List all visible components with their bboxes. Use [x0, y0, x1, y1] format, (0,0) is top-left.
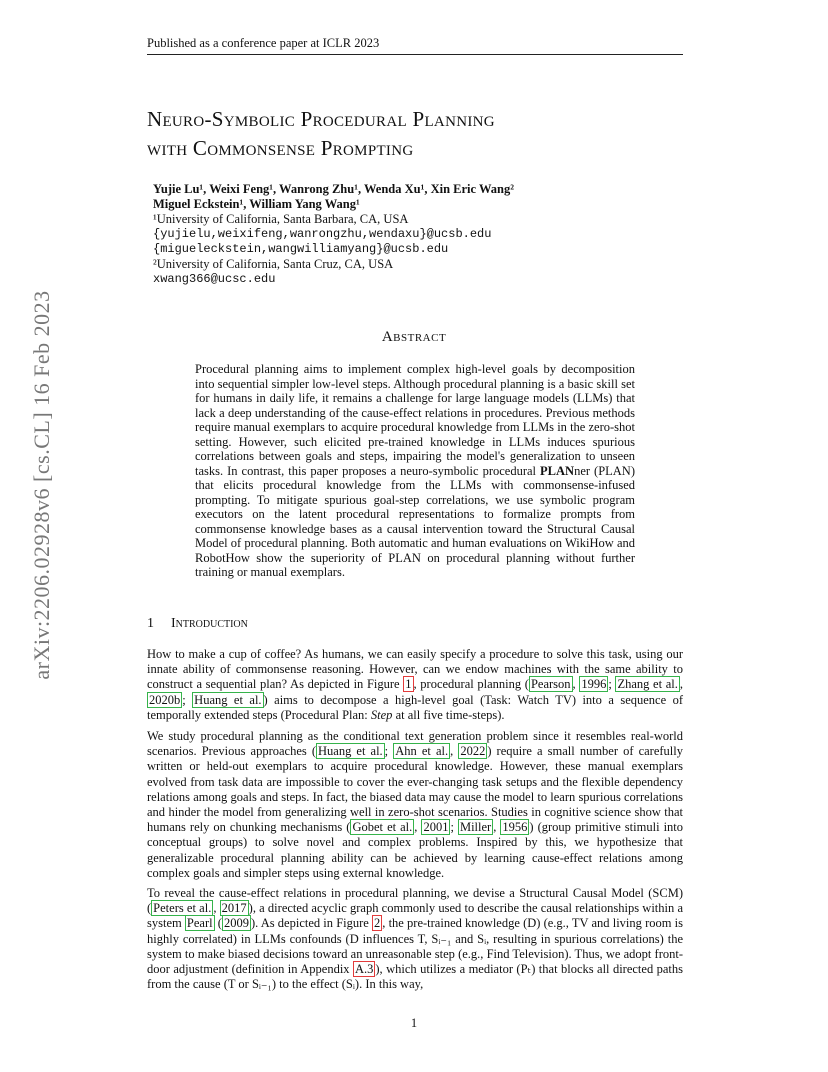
abstract-text-1: Procedural planning aims to implement complex high-level goals by decomposition into sequential simpler low-level steps. Although procedural planning is a basic skill set for humans in daily life, it remains a challenge for large language models (LLMs) that lack a deep understanding of the cause-effect relations in procedures. Previous methods require manual exemplars to acquire procedural knowledge from LLMs in the zero-shot setting. However, such elicited pre-trained knowledge in LLMs induces spurious correlations between goals and steps, impairing the model's generalization to unseen tasks. In contrast, this paper proposes a neuro-symbolic procedural: [195, 362, 635, 478]
affiliation-2: ²University of California, Santa Cruz, CA, USA: [153, 257, 394, 271]
citation-link[interactable]: 2022: [460, 744, 486, 759]
p1-italic-step: Step: [370, 707, 393, 722]
citation-link[interactable]: 2020b: [149, 692, 181, 707]
paragraph-1: How to make a cup of coffee? As humans, we can easily specify a procedure to solve this task, using our innate ability of commonsense reasoning. However, can we endow machines with the same ability to construct a sequential plan? As depicted in Figure 1 , procedural planning ( Pearson , 1996 ; Zhang et al. , 2020b ; Huang et al. ) aims to decompose a high-level goal (Task: Watch TV) into a sequence of temporally extended steps (Procedural Plan: Step at all five time-steps).: [147, 647, 684, 722]
citation-link[interactable]: Pearl: [186, 916, 213, 931]
paragraph-2: We study procedural planning as the conditional text generation problem since it resembles real-world scenarios. Previous approaches ( Huang et al. ; Ahn et al. , 2022 ) require a small number of carefully written or held-out exemplars to acquire procedural knowledge. However, these manual exemplars evolved from task data are impossible to cover the ever-changing task setups and the flexible dependency relations among goals and steps. In fact, the biased data may cause the model to learn spurious correlations and hinder the model from generalizing well in zero-shot scenarios. Studies in cognitive science show that humans rely on chunking mechanisms ( Gobet et al. , 2001 ; Miller , 1956 ) (group primitive stimuli into conceptual groups) to solve novel and complex problems. Inspired by this, we hypothesize that generalizable procedural planning ability can be achieved by learning cause-effect relations among complex goals and simpler steps using external knowledge.: [147, 729, 684, 880]
section-number: 1: [147, 616, 154, 631]
section-heading: [147, 616, 248, 632]
page-number: 1: [410, 1016, 418, 1030]
citation-link[interactable]: Ahn et al.: [395, 744, 449, 759]
email-line-1: {yujielu,weixifeng,wanrongzhu,wendaxu}@ucsb.edu: [153, 227, 492, 241]
affiliation-1: ¹University of California, Santa Barbara, CA, USA: [153, 212, 409, 226]
citation-link[interactable]: 1996: [581, 677, 607, 692]
citation-link[interactable]: Miller: [459, 820, 492, 835]
citation-link[interactable]: Peters et al.: [153, 901, 212, 916]
title-line-2: with Commonsense Prompting: [147, 136, 414, 160]
email-line-2: {migueleckstein,wangwilliamyang}@ucsb.edu: [153, 242, 449, 256]
section-title: Introduction: [171, 616, 248, 631]
p3-text-c: . As depicted in Figure: [255, 916, 373, 931]
citation-link[interactable]: 2017: [221, 901, 247, 916]
email-line-3: xwang366@ucsc.edu: [153, 272, 276, 286]
arxiv-id-text: arXiv:2206.02928v6 [cs.CL] 16 Feb 2023: [29, 290, 54, 680]
citation-link[interactable]: Zhang et al.: [617, 677, 678, 692]
figure-link[interactable]: 1: [405, 677, 412, 692]
citation-link[interactable]: Huang et al.: [318, 744, 383, 759]
citation-link[interactable]: 1956: [502, 820, 528, 835]
author-block: [153, 182, 514, 287]
appendix-link[interactable]: A.3: [354, 962, 374, 977]
p2-text-a: We study procedural planning as the conditional text generation problem since it resembles real-world scenarios. Previous approaches (: [147, 729, 683, 759]
p1-text-b: , procedural planning (: [413, 677, 529, 692]
p3-text-d: , the pre-trained knowledge (D) (e.g., TV and living room is highly correlated) in LLMs confounds (D influences T, Sᵢ₋₁ and Sᵢ, resulting in spurious correlations) the system to make biased decisions toward an unreasonable step (e.g., Find Television). Thus, we adopt front-door adjustment (definition in Appendix: [147, 916, 683, 977]
author-line-2: Miguel Eckstein¹, William Yang Wang¹: [153, 197, 360, 211]
p1-text-d: at all five time-steps).: [392, 707, 505, 722]
abstract-heading: Abstract: [381, 329, 447, 345]
figure-link[interactable]: 2: [374, 916, 381, 931]
p3-text-a: To reveal the cause-effect relations in procedural planning, we devise a Structural Causal Model (SCM) (: [147, 886, 683, 916]
paragraph-3: To reveal the cause-effect relations in procedural planning, we devise a Structural Causal Model (SCM) ( Peters et al. , 2017 ), a directed acyclic graph commonly used to describe the causal relationships within a system Pearl ( 2009 ). As depicted in Figure 2 , the pre-trained knowledge (D) (e.g., TV and living room is highly correlated) in LLMs confounds (D influences T, Sᵢ₋₁ and Sᵢ, resulting in spurious correlations) the system to make biased decisions toward an unreasonable step (e.g., Find Television). Thus, we adopt front-door adjustment (definition in Appendix A.3 ), which utilizes a mediator (Pₜ) that blocks all directed paths from the cause (T or Sᵢ₋₁) to the effect (Sᵢ). In this way,: [147, 886, 684, 992]
title-line-1: Neuro-Symbolic Procedural Planning: [147, 107, 495, 131]
abstract-body: [195, 362, 635, 580]
paper-title: [147, 105, 495, 163]
p3-text-e: ), which utilizes a mediator (Pₜ) that blocks all directed paths from the cause (T or Sᵢ₋₁) to the effect (Sᵢ). In this way,: [147, 962, 683, 992]
abstract-text-2: ner (PLAN) that elicits procedural knowledge from the LLMs with commonsense-infused prompting. To mitigate spurious goal-step correlations, we use symbolic program executors on the latent procedural representations to formalize prompts from commonsense knowledge bases as a causal intervention toward the Structural Causal Model of procedural planning. Both automatic and human evaluations on WikiHow and RobotHow show the superiority of PLAN on procedural planning without further training or manual exemplars.: [195, 463, 635, 579]
p1-text-a: How to make a cup of coffee? As humans, we can easily specify a procedure to solve this task, using our innate ability of commonsense reasoning. However, can we endow machines with the same ability to construct a sequential plan? As depicted in Figure: [147, 647, 683, 692]
author-line-1: Yujie Lu¹, Weixi Feng¹, Wanrong Zhu¹, Wenda Xu¹, Xin Eric Wang²: [153, 182, 514, 196]
citation-link[interactable]: 2001: [423, 820, 449, 835]
p1-text-c: ) aims to decompose a high-level goal (Task: Watch TV) into a sequence of temporally extended steps (Procedural Plan:: [147, 692, 683, 722]
running-header: Published as a conference paper at ICLR 2023: [147, 36, 380, 50]
citation-link[interactable]: 2009: [223, 916, 249, 931]
p2-text-b: ) require a small number of carefully written or held-out exemplars to acquire procedural knowledge. However, these manual exemplars evolved from task data are impossible to cover the ever-changing task setups and the flexible dependency relations among goals and steps. In fact, the biased data may cause the model to learn spurious correlations and hinder the model from generalizing well in zero-shot scenarios. Studies in cognitive science show that humans rely on chunking mechanisms (: [147, 744, 683, 835]
arxiv-sidebar-stamp: [22, 290, 62, 680]
citation-link[interactable]: Gobet et al.: [352, 820, 413, 835]
citation-link[interactable]: Pearson: [530, 677, 571, 692]
p2-text-c: ) (group primitive stimuli into conceptual groups) to solve novel and complex problems. Inspired by this, we hypothesize that generalizable procedural planning ability can be achieved by learning cause-effect relations among complex goals and simpler steps using external knowledge.: [147, 820, 684, 880]
citation-link[interactable]: Huang et al.: [194, 692, 262, 707]
header-rule: [147, 54, 683, 55]
p3-text-b: ), a directed acyclic graph commonly used to describe the causal relationships within a system: [147, 901, 684, 931]
abstract-bold-plan: PLAN: [540, 463, 575, 478]
